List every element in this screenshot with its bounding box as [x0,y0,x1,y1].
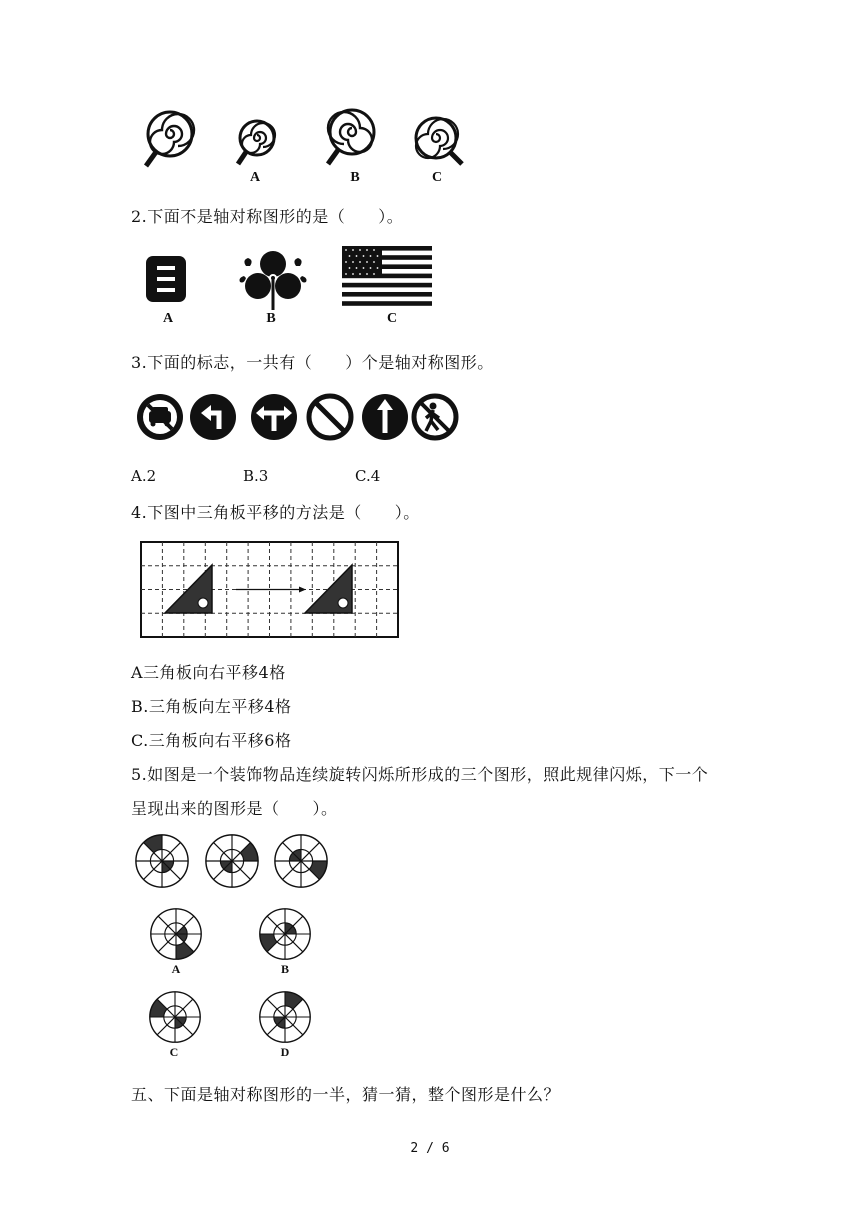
lollipop-reference-icon [140,108,200,178]
q2-label-c: C [386,311,398,326]
lollipop-a-icon [232,118,282,178]
option-b-pattern [257,906,313,962]
no-parking-car-sign-icon [136,393,186,443]
translation-grid-figure [138,538,400,640]
q5-text-line1: 5.如图是一个装饰物品连续旋转闪烁所形成的三个图形，照此规律闪烁，下一个 [131,765,709,784]
q5-text-line2: 呈现出来的图形是（ ）。 [131,799,338,818]
lollipop-b-icon [322,108,382,178]
bookmark-icon [146,256,192,306]
q1-label-c: C [431,170,443,185]
q5-label-d: D [280,1045,290,1059]
q4-option-a: A三角板向右平移4格 [131,663,286,682]
q4-text: 4.下图中三角板平移的方法是（ ）。 [131,503,420,522]
q2-text: 2.下面不是轴对称图形的是（ ）。 [131,207,404,226]
option-a-pattern [148,906,204,962]
no-pedestrian-sign-icon [411,393,461,443]
q3-option-b: B.3 [243,467,269,485]
q1-label-a: A [249,170,261,185]
q1-label-b: B [350,170,360,185]
pattern-3 [272,832,330,890]
no-entry-sign-icon [306,393,356,443]
q4-option-c: C.三角板向右平移6格 [131,731,292,750]
q3-option-c: C.4 [355,467,381,485]
q2-label-a: A [162,311,174,326]
flag-icon [342,246,434,308]
q3-option-a: A.2 [131,467,157,485]
straight-ahead-sign-icon [361,393,411,443]
q5-label-c: C [169,1045,179,1059]
option-d-pattern [257,989,313,1045]
option-c-pattern [147,989,203,1045]
turn-left-sign-icon [189,393,239,443]
q2-label-b: B [266,311,276,326]
section-five-heading: 五、下面是轴对称图形的一半，猜一猜，整个图形是什么？ [131,1085,561,1104]
page-number: 2 / 6 [410,1141,450,1156]
q5-label-b: B [280,962,289,976]
left-right-turn-sign-icon [250,393,300,443]
q5-label-a: A [171,962,181,976]
pattern-1 [133,832,191,890]
pattern-2 [203,832,261,890]
q4-option-b: B.三角板向左平移4格 [131,697,292,716]
clover-flower-icon [238,246,308,312]
lollipop-c-icon [410,114,470,174]
q3-text: 3.下面的标志，一共有（ ）个是轴对称图形。 [131,353,494,372]
